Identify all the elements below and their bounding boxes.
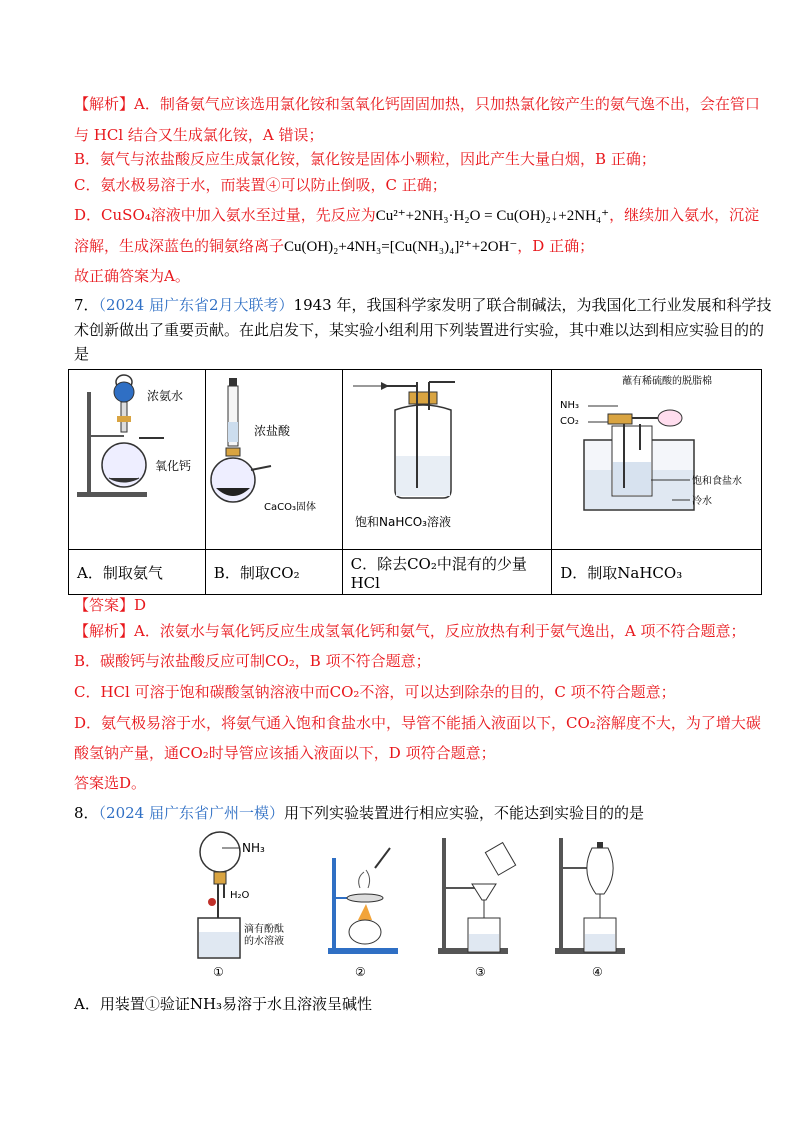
question-source: （2024 届广东省广州一模） (98, 804, 284, 822)
separation-apparatus-diagram (555, 838, 625, 979)
analysis-line: 酸氢钠产量，通CO₂时导管应该插入液面以下，D 项符合题意； (74, 744, 496, 762)
fig2-number: ② (355, 965, 366, 979)
fig3-number: ③ (475, 965, 486, 979)
question-source: （2024 届广东省2月大联考） (98, 296, 294, 314)
fig1-number: ① (213, 965, 224, 979)
question-number: 7． (74, 296, 99, 314)
question-7-stem: 是 (74, 345, 90, 363)
fig4-number: ④ (592, 965, 603, 979)
question-7-stem: 术创新做出了重要贡献。在此启发下，某实验小组利用下列装置进行实验，其中难以达到相应实验目的的 (74, 321, 765, 339)
question-8-option-a: A．用装置①验证NH₃易溶于水且溶液呈碱性 (74, 995, 373, 1013)
figure-d-label-3: CO₂ (560, 416, 580, 427)
answer-summary: 答案选D。 (74, 774, 147, 792)
figure-b (205, 370, 342, 550)
fig1-note-2: 的水溶液 (244, 936, 284, 947)
figure-a-label-1: 浓氨水 (147, 389, 184, 403)
question-number: 8． (74, 804, 99, 822)
fountain-apparatus-diagram (198, 832, 284, 979)
figure-d-label-4: 饱和食盐水 (692, 476, 743, 487)
gas-washing-bottle-diagram (343, 370, 553, 550)
analysis-line: 【解析】A．浓氨水与氧化钙反应生成氢氧化钙和氨气，反应放热有利于氨气逸出，A 项不符合题意； (74, 622, 746, 640)
analysis-tag: 【解析】 (74, 622, 135, 640)
answer-line: 【答案】D (74, 596, 147, 614)
figure-d-label-5: 冷水 (692, 496, 713, 507)
option-d: D．制取NaHCO₃ (552, 550, 762, 595)
analysis-line: 【解析】A．制备氨气应该选用氯化铵和氢氧化钙固固加热，只加热氯化铵产生的氨气逸不出，会在管口 (74, 95, 760, 113)
apparatus-table (68, 369, 762, 595)
analysis-line: 溶解，生成深蓝色的铜氨络离子Cu(OH)₂+4NH₃=[Cu(NH₃)₄]²⁺+2OH⁻，D 正确； (74, 237, 595, 255)
fig1-nh3-label: NH₃ (242, 841, 265, 855)
option-c: C．除去CO₂中混有的少量HCl (342, 550, 552, 595)
figure-c (342, 370, 552, 550)
analysis-line: D．氨气极易溶于水，将氨气通入饱和食盐水中，导管不能插入液面以下，CO₂溶解度不大，为了增大碳 (74, 714, 761, 732)
analysis-line: B．氨气与浓盐酸反应生成氯化铵，氯化铵是固体小颗粒，因此产生大量白烟，B 正确； (74, 150, 656, 168)
question-8-stem: 8．（2024 届广东省广州一模）用下列实验装置进行相应实验，不能达到实验目的的是 (74, 804, 645, 822)
analysis-line: B．碳酸钙与浓盐酸反应可制CO₂，B 项不符合题意； (74, 652, 431, 670)
figure-d-label-1: 蘸有稀硫酸的脱脂棉 (622, 376, 713, 387)
option-b: B．制取CO₂ (205, 550, 342, 595)
analysis-line: D．CuSO₄溶液中加入氨水至过量，先反应为Cu²⁺+2NH₃·H₂O = Cu(OH)₂↓+2NH₄⁺，继续加入氨水，沉淀 (74, 206, 760, 224)
answer-summary: 故正确答案为A。 (74, 267, 190, 285)
chemical-equation: Cu(OH)₂+4NH₃=[Cu(NH₃)₄]²⁺+2OH⁻ (284, 239, 518, 255)
sodium-bicarbonate-apparatus-diagram (552, 370, 762, 550)
co2-apparatus-diagram (206, 370, 343, 550)
ammonia-apparatus-diagram (69, 370, 206, 550)
figure-d (552, 370, 762, 550)
figure-c-label-1: 饱和NaHCO₃溶液 (354, 515, 451, 529)
fig1-h2o-label: H₂O (230, 890, 250, 901)
question-8-figures (160, 828, 640, 983)
analysis-line: C．氨水极易溶于水，而装置④可以防止倒吸，C 正确； (74, 176, 447, 194)
evaporation-apparatus-diagram (328, 848, 398, 979)
option-a: A．制取氨气 (69, 550, 206, 595)
figure-b-label-1: 浓盐酸 (253, 424, 290, 438)
analysis-line: C．HCl 可溶于饱和碳酸氢钠溶液中而CO₂不溶，可以达到除杂的目的，C 项不符合题意； (74, 683, 676, 701)
figure-b-label-2: CaCO₃固体 (263, 502, 316, 513)
chemical-equation: Cu²⁺+2NH₃·H₂O = Cu(OH)₂↓+2NH₄⁺ (375, 208, 610, 224)
analysis-tag: 【解析】 (74, 95, 135, 113)
figure-a (69, 370, 206, 550)
question-7-stem: 7．（2024 届广东省2月大联考）1943 年，我国科学家发明了联合制碱法，为我国化工行业发展和科学技 (74, 296, 772, 314)
filtration-apparatus-diagram (438, 838, 516, 979)
figure-a-label-2: 氧化钙 (155, 459, 192, 473)
fig1-note-1: 滴有酚酞 (244, 924, 284, 935)
analysis-line: 与 HCl 结合又生成氯化铵，A 错误； (74, 126, 324, 144)
figure-d-label-2: NH₃ (560, 400, 580, 411)
